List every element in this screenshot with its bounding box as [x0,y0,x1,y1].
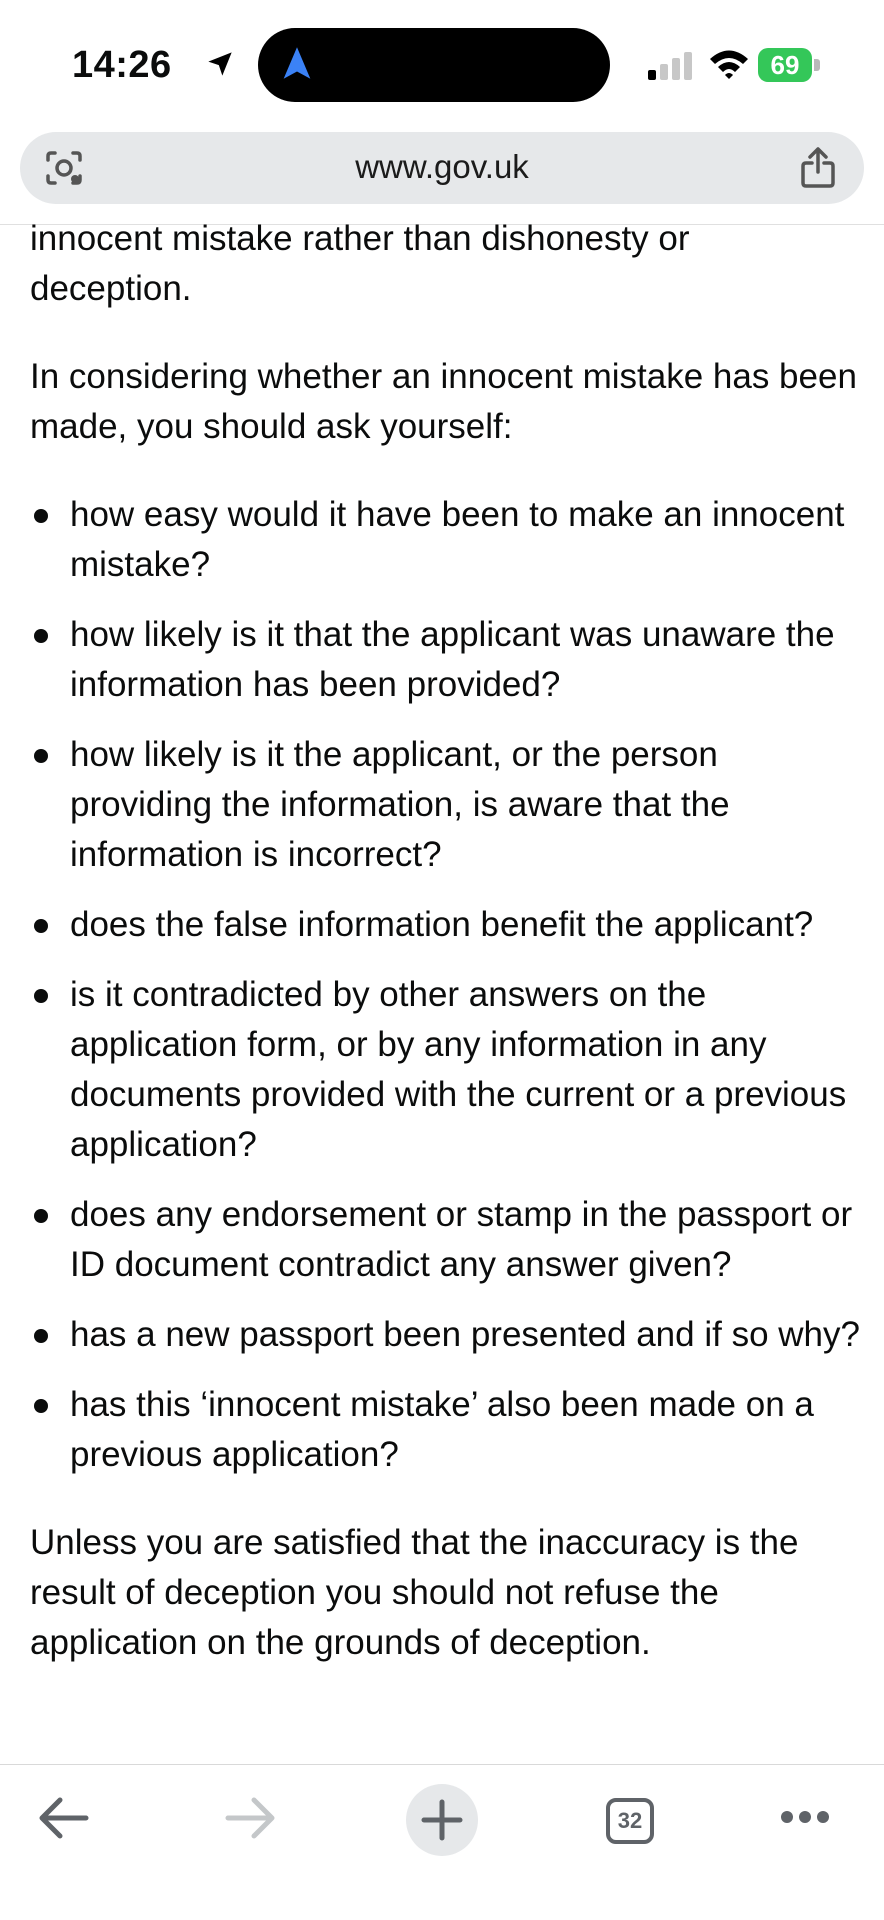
paragraph-considering: In considering whether an innocent mistake has been made, you should ask yourself: [30,357,857,446]
list-item [30,1190,860,1290]
status-time: 14:26 [72,44,172,86]
bottom-toolbar [0,1764,884,1920]
new-tab-button[interactable] [406,1784,478,1856]
url-text[interactable]: www.gov.uk [355,148,529,185]
list-item [30,730,860,880]
more-icon[interactable] [780,1810,830,1824]
address-bar[interactable] [20,132,864,204]
list-item-text: has this ‘innocent mistake’ also been made on a previous application? [70,1385,814,1474]
paragraph-unless-satisfied: Unless you are satisfied that the inaccuracy is the result of deception you should not refuse the application on the grounds of deception. [30,1523,799,1662]
battery-level: 69 [770,50,800,80]
bullet-icon [34,1209,48,1223]
tabs-button[interactable] [606,1798,654,1844]
list-item [30,970,860,1170]
list-item-text: does the false information benefit the applicant? [70,905,814,944]
list-item [30,610,860,710]
bullet-icon [34,919,48,933]
plus-icon [406,1784,478,1856]
bullet-icon [34,1399,48,1413]
list-item [30,1380,860,1480]
paragraph-innocent-mistake: innocent mistake rather than dishonesty or deception. [30,219,690,308]
list-item-text: how likely is it that the applicant was unaware the information has been provided? [70,615,835,704]
toolbar-divider [0,1764,884,1765]
status-bar [0,0,884,130]
list-item-text: how easy would it have been to make an innocent mistake? [70,495,845,584]
question-list [30,490,860,1480]
list-item [30,900,860,950]
battery-cap [814,59,820,71]
list-item-text: how likely is it the applicant, or the person providing the information, is aware that the information is incorrect? [70,735,730,874]
list-item-text: has a new passport been presented and if so why? [70,1315,860,1354]
list-item [30,490,860,590]
bullet-icon [34,1329,48,1343]
back-arrow-icon[interactable] [36,1794,90,1842]
list-item-text: is it contradicted by other answers on the application form, or by any information in any documents provided with the current or a previous application? [70,975,847,1164]
location-arrow-icon [206,50,234,78]
page-content [30,210,860,1736]
bullet-icon [34,749,48,763]
navigation-icon [282,46,312,80]
list-item-text: does any endorsement or stamp in the passport or ID document contradict any answer given? [70,1195,853,1284]
forward-arrow-icon[interactable] [224,1794,278,1842]
battery-indicator [758,48,822,82]
bullet-icon [34,989,48,1003]
signal-icon [648,52,694,80]
wifi-icon [708,48,750,80]
list-item [30,1310,860,1360]
tab-count: 32 [617,1808,643,1833]
bullet-icon [34,629,48,643]
share-icon[interactable] [800,146,836,188]
bullet-icon [34,509,48,523]
